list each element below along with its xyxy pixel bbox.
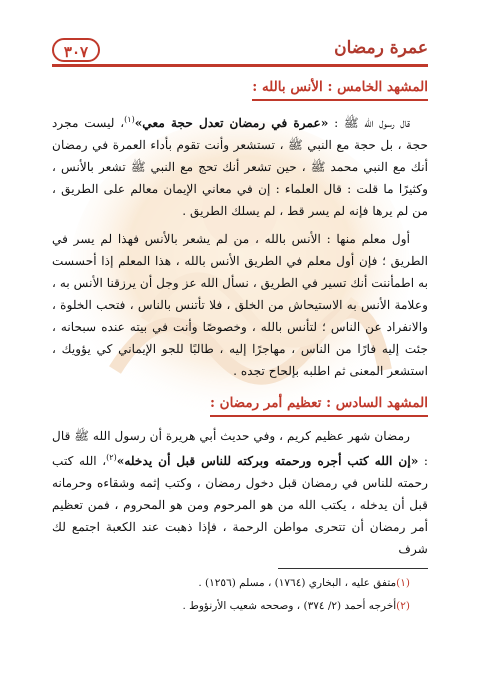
page-body — [52, 72, 428, 621]
section-heading-5: المشهد الخامس : الأنس بالله : — [252, 76, 428, 101]
footnote-text: أخرجه أحمد (٢/ ٣٧٤) ، وصححه شعيب الأرنؤوط . — [182, 600, 397, 613]
running-title: عمرة رمضان — [334, 38, 428, 58]
footnote-ref: (٢) — [106, 453, 117, 463]
footnote-text: متفق عليه ، البخاري (١٧٦٤) ، مسلم (١٢٥٦) . — [198, 577, 397, 590]
paragraph: أول معلم منها : الأنس بالله ، من لم يشعر بالأنس فهذا لم يسر في الطريق ؛ فإن أول معلم في الطريق الأنس بالله ، هذا المعلم إذا أحسست به اطمأننت أنك تسير في الطريق ، نسأل الله عز وجل أن يرزقنا الأنس به ، وعلامة الأنس به الاستيحاش من الخلق ، فلا تأتنس بالناس ، فتحب الخلوة ، والانفراد عن الناس ؛ لتأنس بالله ، وخصوصًا وأنت في بيته عنده سبحانه ، جئت إليه فارًا من الناس ، مهاجرًا إليه ، طالبًا للجو الإيماني كي يؤويك ، استشعر المعنى ثم اطلبه بإلحاح تجده . — [52, 232, 428, 379]
section-heading-6: المشهد السادس : تعظيم أمر رمضان : — [210, 392, 428, 417]
hadith-quote: «إن الله كتب أجره ورحمته وبركته للناس قبل أن يدخله» — [116, 454, 419, 469]
header-rule — [52, 64, 428, 67]
text-span: ، الله كتب رحمته للناس في رمضان قبل دخول رمضان ، وكتب إثمه وشقاءه وحرمانه قبل أن يدخله ، يكتب الله من هو المرحوم ومن هو المحروم ، فمن تعظيم أمر رمضان أن تتحرى مواطن الرحمة ، فإذا ذهبت عند الكعبة اجتمع لك شرف — [52, 454, 428, 557]
footnote-number: (٢) — [396, 600, 410, 613]
text-span: ، ليست مجرد حجة ، بل حجة مع النبي ﷺ ، تستشعر وأنت تقوم بأداء العمرة في رمضان أنك مع النبي محمد ﷺ ، حين تشعر أنك تحج مع النبي ﷺ تشعر بالأنس ، وكثيرًا ما قلت : قال العلماء : إن في معاني الإيمان معالم على الطريق ، من لم يرها فإنه لم يسر قط ، لم يسلك الطريق . — [52, 116, 428, 219]
paragraph — [52, 425, 428, 560]
page-number: ٣٠٧ — [52, 38, 100, 62]
hadith-quote: «عمرة في رمضان تعدل حجة معي» — [134, 116, 329, 131]
footnote-ref: (١) — [124, 115, 135, 124]
footnote — [52, 598, 428, 615]
footnote — [52, 575, 428, 592]
text-span: قال رسول الله ﷺ : — [328, 116, 410, 131]
text-span: رمضان شهر عظيم كريم ، وفي حديث أبي هريرة أن رسول الله ﷺ قال : — [52, 429, 428, 469]
page-header — [52, 36, 428, 66]
footnote-separator — [278, 568, 428, 569]
footnote-number: (١) — [396, 577, 410, 590]
paragraph — [52, 109, 428, 222]
